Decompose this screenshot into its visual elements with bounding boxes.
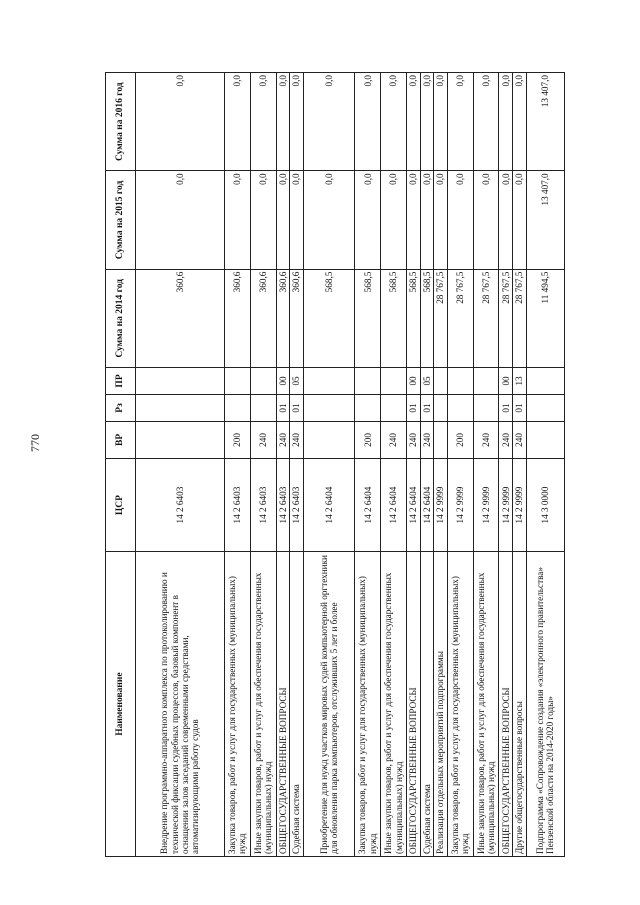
cell-s2015: 0,0 [473,171,499,269]
cell-s2014: 28 767,5 [447,269,473,367]
cell-csr: 14 2 9999 [447,458,473,551]
cell-name: Закупка товаров, работ и услуг для государственных (муниципальных) нужд [355,552,381,857]
cell-s2015: 0,0 [224,171,250,269]
cell-pr [434,367,448,394]
cell-pr [303,367,355,394]
cell-pr [136,367,225,394]
cell-s2016: 0,0 [473,73,499,171]
cell-csr: 14 2 6403 [290,458,304,551]
cell-vr: 240 [381,422,407,459]
cell-vr: 200 [355,422,381,459]
cell-s2016: 0,0 [499,73,513,171]
cell-name: ОБЩЕГОСУДАРСТВЕННЫЕ ВОПРОСЫ [276,552,290,857]
table-row [224,73,250,857]
cell-csr: 14 2 6404 [406,458,420,551]
cell-pr: 13 [512,367,526,394]
cell-name: Приобретение для нужд участков мировых судей компьютерной оргтехники для обновления парка компьютеров, отслуживших 5 лет и более [303,552,355,857]
cell-pr [447,367,473,394]
cell-vr: 200 [224,422,250,459]
cell-s2015: 0,0 [136,171,225,269]
cell-s2016: 0,0 [420,73,434,171]
cell-s2014: 28 767,5 [473,269,499,367]
cell-csr: 14 2 6404 [355,458,381,551]
cell-s2016: 0,0 [136,73,225,171]
table-row [355,73,381,857]
cell-rz: 01 [499,394,513,421]
table-row [381,73,407,857]
cell-s2016: 0,0 [512,73,526,171]
cell-s2015: 0,0 [420,171,434,269]
cell-vr: 240 [276,422,290,459]
cell-s2015: 0,0 [447,171,473,269]
cell-csr: 14 2 6403 [276,458,290,551]
cell-vr: 240 [406,422,420,459]
cell-s2014: 568,5 [303,269,355,367]
table-row [499,73,513,857]
cell-s2014: 11 494,5 [526,269,565,367]
header-pr: ПР [106,367,136,394]
cell-rz: 01 [290,394,304,421]
cell-pr: 05 [420,367,434,394]
table-row [136,73,225,857]
cell-s2016: 0,0 [290,73,304,171]
table-row [276,73,290,857]
cell-rz: 01 [512,394,526,421]
cell-pr [526,367,565,394]
cell-vr: 240 [290,422,304,459]
cell-s2016: 0,0 [447,73,473,171]
cell-rz [224,394,250,421]
cell-rz [447,394,473,421]
table-row [406,73,420,857]
header-rz: Рз [106,394,136,421]
cell-name: Иные закупки товаров, работ и услуг для обеспечения государственных (муниципальных) нужд [381,552,407,857]
cell-name: ОБЩЕГОСУДАРСТВЕННЫЕ ВОПРОСЫ [499,552,513,857]
cell-rz [526,394,565,421]
cell-rz: 01 [276,394,290,421]
header-name: Наименование [106,552,136,857]
cell-s2015: 0,0 [355,171,381,269]
cell-vr: 240 [512,422,526,459]
cell-name: Судебная система [420,552,434,857]
cell-vr: 240 [473,422,499,459]
cell-rz [303,394,355,421]
cell-rz [473,394,499,421]
table-row [434,73,448,857]
cell-vr [136,422,225,459]
cell-s2016: 13 407,0 [526,73,565,171]
cell-name: Закупка товаров, работ и услуг для государственных (муниципальных) нужд [224,552,250,857]
header-2015: Сумма на 2015 год [106,171,136,269]
cell-s2014: 360,6 [276,269,290,367]
cell-s2015: 0,0 [512,171,526,269]
cell-vr: 200 [447,422,473,459]
cell-pr [381,367,407,394]
cell-pr [224,367,250,394]
header-2016: Сумма на 2016 год [106,73,136,171]
table-row [447,73,473,857]
cell-s2016: 0,0 [250,73,276,171]
cell-rz [434,394,448,421]
budget-table [105,72,565,857]
cell-pr: 00 [276,367,290,394]
cell-pr [250,367,276,394]
cell-rz [250,394,276,421]
cell-csr: 14 2 6403 [224,458,250,551]
cell-s2015: 0,0 [303,171,355,269]
table-row [526,73,565,857]
cell-s2016: 0,0 [276,73,290,171]
cell-pr: 05 [290,367,304,394]
cell-s2014: 360,6 [224,269,250,367]
cell-rz: 01 [406,394,420,421]
cell-s2015: 0,0 [250,171,276,269]
cell-s2016: 0,0 [381,73,407,171]
cell-s2015: 0,0 [290,171,304,269]
table-row [250,73,276,857]
table-row [290,73,304,857]
cell-name: Другие общегосударственные вопросы [512,552,526,857]
cell-s2014: 360,6 [250,269,276,367]
cell-vr: 240 [499,422,513,459]
cell-s2015: 13 407,0 [526,171,565,269]
cell-name: Внедрение программно-аппаратного комплекса по протоколированию и технической фиксации судебных процессов, базовый компонент в оснащении залов заседаний современными средствами, автоматизирующими работу судов [136,552,225,857]
cell-s2016: 0,0 [434,73,448,171]
cell-s2014: 568,5 [355,269,381,367]
cell-s2015: 0,0 [406,171,420,269]
cell-s2014: 568,5 [381,269,407,367]
cell-csr: 14 2 9999 [499,458,513,551]
cell-name: Иные закупки товаров, работ и услуг для обеспечения государственных (муниципальных) нужд [473,552,499,857]
cell-csr: 14 2 6404 [303,458,355,551]
cell-s2014: 568,5 [406,269,420,367]
cell-pr: 00 [406,367,420,394]
cell-rz: 01 [420,394,434,421]
rotated-page [105,72,565,857]
cell-csr: 14 2 6403 [136,458,225,551]
table-row [420,73,434,857]
cell-vr [434,422,448,459]
cell-s2015: 0,0 [276,171,290,269]
cell-s2014: 360,6 [290,269,304,367]
cell-s2016: 0,0 [224,73,250,171]
cell-name: Реализация отдельных мероприятий подпрограммы [434,552,448,857]
header-vr: ВР [106,422,136,459]
table-row [473,73,499,857]
cell-csr: 14 2 6403 [250,458,276,551]
page-number: 770 [28,434,42,452]
cell-rz [136,394,225,421]
cell-csr: 14 2 9999 [434,458,448,551]
cell-s2015: 0,0 [434,171,448,269]
header-row [106,73,136,857]
cell-vr: 240 [250,422,276,459]
cell-s2014: 568,5 [420,269,434,367]
cell-rz [355,394,381,421]
cell-name: Судебная система [290,552,304,857]
cell-s2014: 28 767,5 [499,269,513,367]
cell-pr [473,367,499,394]
cell-name: ОБЩЕГОСУДАРСТВЕННЫЕ ВОПРОСЫ [406,552,420,857]
cell-pr: 00 [499,367,513,394]
header-csr: ЦСР [106,458,136,551]
cell-s2014: 28 767,5 [512,269,526,367]
cell-name: Закупка товаров, работ и услуг для государственных (муниципальных) нужд [447,552,473,857]
cell-s2015: 0,0 [499,171,513,269]
header-2014: Сумма на 2014 год [106,269,136,367]
cell-s2016: 0,0 [355,73,381,171]
cell-csr: 14 2 6404 [420,458,434,551]
cell-name: Иные закупки товаров, работ и услуг для обеспечения государственных (муниципальных) нужд [250,552,276,857]
cell-pr [355,367,381,394]
cell-csr: 14 2 6404 [381,458,407,551]
cell-s2014: 28 767,5 [434,269,448,367]
cell-s2015: 0,0 [381,171,407,269]
cell-csr: 14 2 9999 [473,458,499,551]
cell-name: Подпрограмма «Сопровождение создания «электронного правительства» Пензенской области на 2014-2020 годы» [526,552,565,857]
cell-s2016: 0,0 [406,73,420,171]
table-row [303,73,355,857]
cell-s2016: 0,0 [303,73,355,171]
cell-vr [303,422,355,459]
cell-csr: 14 2 9999 [512,458,526,551]
cell-csr: 14 3 0000 [526,458,565,551]
table-row [512,73,526,857]
cell-rz [381,394,407,421]
cell-vr [526,422,565,459]
cell-s2014: 360,6 [136,269,225,367]
cell-vr: 240 [420,422,434,459]
